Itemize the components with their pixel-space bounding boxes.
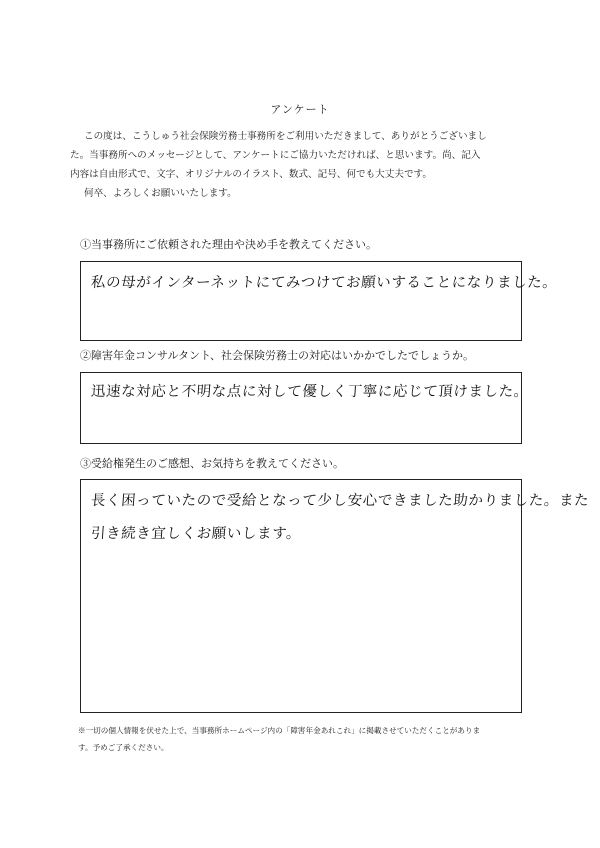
answer-1-box[interactable] — [80, 261, 558, 341]
answer-3-text-line-1: 長く困っていたので受給となって少し安心できました助かりました。また — [90, 493, 590, 509]
page-title: アンケート — [270, 103, 330, 116]
footnote-line: す。予めご了承ください。 — [78, 743, 169, 752]
answer-2-box[interactable] — [80, 372, 530, 444]
footnote — [78, 722, 538, 756]
answer-1-text: 私の母がインターネットにてみつけてお願いすることになりました。 — [90, 275, 558, 291]
question-3-label: ③受給権発生のご感想、お気持ちを教えてください。 — [80, 457, 344, 470]
answer-3-box[interactable] — [80, 479, 590, 713]
question-1-label: ①当事務所にご依頼された理由や決め手を教えてください。 — [80, 238, 377, 251]
intro-line: 内容は自由形式で、文字、オリジナルのイラスト、数式、記号、何でも大丈夫です。 — [70, 169, 432, 180]
intro-line: た。当事務所へのメッセージとして、アンケートにご協力いただければ、と思います。尚、記入 — [70, 150, 481, 161]
intro-line: この度は、こうしゅう社会保険労務士事務所をご利用いただきまして、ありがとうございまし — [84, 131, 487, 142]
question-2-label: ②障害年金コンサルタント、社会保険労務士の対応はいかかでしたでしょうか。 — [80, 349, 475, 362]
footnote-line: ※一切の個人情報を伏せた上で、当事務所ホームページ内の「障害年金あれこれ」に掲載させていただくことがありま — [78, 726, 481, 735]
intro-line: 何卒、よろしくお願いいたします。 — [84, 188, 237, 199]
answer-3-text-line-2: 引き続き宜しくお願いします。 — [90, 526, 302, 542]
answer-2-text: 迅速な対応と不明な点に対して優しく丁寧に応じて頂けました。 — [90, 384, 530, 400]
intro-text — [70, 127, 540, 203]
